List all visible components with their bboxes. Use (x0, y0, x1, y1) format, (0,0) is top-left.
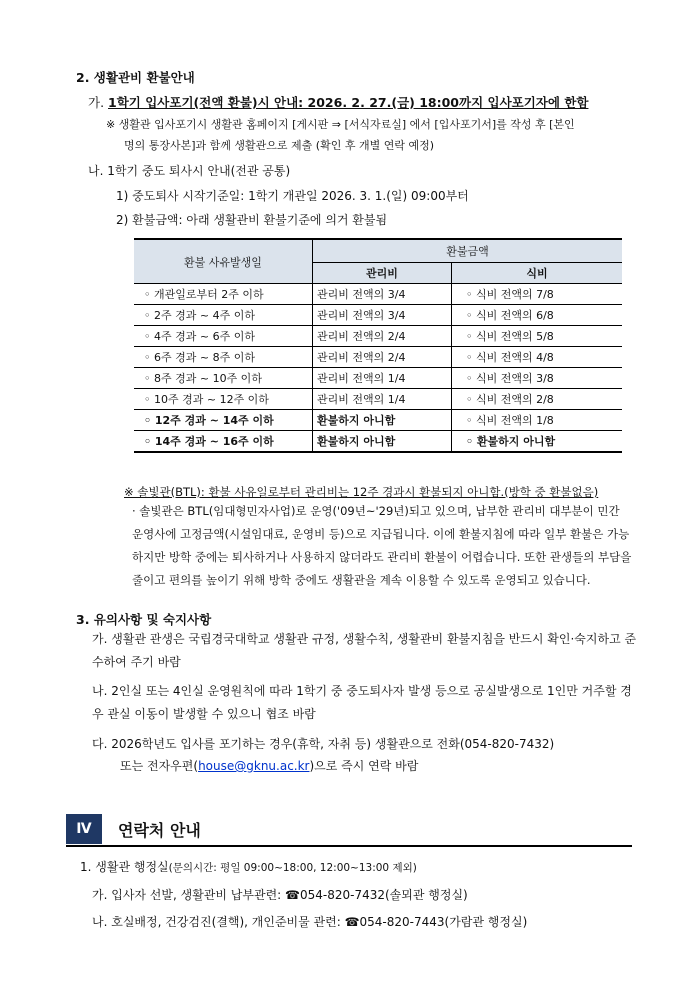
contact-item-1-main: 1. 생활관 행정실 (80, 860, 169, 874)
cell-meal: ◦ 식비 전액의 7/8 (452, 284, 623, 305)
table-row (134, 389, 622, 410)
item-na-2: 2) 환불금액: 아래 생활관비 환불기준에 의거 환불됨 (116, 213, 388, 227)
cell-period: ◦ 개관일로부터 2주 이하 (134, 284, 313, 305)
cell-meal: ◦ 식비 전액의 6/8 (452, 305, 623, 326)
section-divider (66, 845, 632, 847)
section-2-heading: 2. 생활관비 환불안내 (76, 70, 195, 85)
refund-table (134, 238, 622, 453)
item-ga (88, 93, 588, 111)
cell-meal: ◦ 식비 전액의 5/8 (452, 326, 623, 347)
contact-na: 나. 호실배정, 건강검진(결핵), 개인준비물 관련: ☎054-820-7443(가람관 행정실) (92, 915, 528, 929)
s3-item-da-line1: 다. 2026학년도 입사를 포기하는 경우(휴학, 자취 등) 생활관으로 전화(054-820-7432) (92, 737, 555, 751)
section-3-heading: 3. 유의사항 및 숙지사항 (76, 612, 212, 627)
table-row (134, 410, 622, 431)
contact-item-1-sub: (문의시간: 평일 09:00~18:00, 12:00~13:00 제외) (168, 862, 417, 874)
col-header-amount: 환불금액 (313, 239, 623, 263)
table-row (134, 368, 622, 389)
item-na: 나. 1학기 중도 퇴사시 안내(전관 공통) (88, 164, 291, 178)
s3-item-ga: 가. 생활관 관생은 국립경국대학교 생활관 규정, 생활수칙, 생활관비 환불지침을 반드시 확인·숙지하고 준수하여 주기 바람 (92, 632, 637, 669)
cell-mgmt: 관리비 전액의 2/4 (313, 326, 452, 347)
cell-period: ◦ 14주 경과 ~ 16주 이하 (134, 431, 313, 453)
s3-da-pre: 또는 전자우편( (120, 759, 199, 773)
cell-mgmt: 관리비 전액의 3/4 (313, 305, 452, 326)
item-na-1: 1) 중도퇴사 시작기준일: 1학기 개관일 2026. 3. 1.(일) 09:00부터 (116, 189, 469, 203)
table-row (134, 431, 622, 453)
cell-mgmt: 관리비 전액의 1/4 (313, 368, 452, 389)
btl-paragraph: · 솔빛관은 BTL(임대형민자사업)로 운영('09년~'29년)되고 있으며, 납부한 관리비 대부분이 민간 운영사에 고정금액(시설임대료, 운영비 등)으로 지급됩니다. 이에 환불지침에 따라 일부 환불은 가능하지만 방학 중에는 퇴사하거나 사용하지 않더라도 관리비 환불이 어렵습니다. 또한 관생들의 부담을 줄이고 편의를 높이기 위해 방학 중에도 생활관을 계속 이용할 수 있도록 운영되고 있습니다. (132, 504, 632, 587)
cell-meal: ◦ 식비 전액의 1/8 (452, 410, 623, 431)
email-link[interactable]: house@gknu.ac.kr (198, 759, 310, 773)
section-4-badge: Ⅳ (66, 814, 102, 844)
cell-period: ◦ 2주 경과 ~ 4주 이하 (134, 305, 313, 326)
cell-meal: ◦ 식비 전액의 3/8 (452, 368, 623, 389)
section-4-title: 연락처 안내 (118, 821, 201, 840)
cell-mgmt: 관리비 전액의 2/4 (313, 347, 452, 368)
cell-period: ◦ 4주 경과 ~ 6주 이하 (134, 326, 313, 347)
s3-item-na: 나. 2인실 또는 4인실 운영원칙에 따라 1학기 중 중도퇴사자 발생 등으로 공실발생으로 1인만 거주할 경우 관실 이동이 발생할 수 있으니 협조 바람 (92, 684, 632, 721)
cell-meal: ◦ 식비 전액의 4/8 (452, 347, 623, 368)
contact-ga: 가. 입사자 선발, 생활관비 납부관련: ☎054-820-7432(솔뫼관 행정실) (92, 888, 468, 902)
col-header-period: 환불 사유발생일 (134, 239, 313, 284)
contact-item-1 (80, 858, 417, 875)
table-row (134, 347, 622, 368)
cell-mgmt: 환불하지 아니함 (313, 410, 452, 431)
ga-note-line2: 명의 통장사본]과 함께 생활관으로 제출 (확인 후 개별 연락 예정) (124, 139, 434, 152)
cell-period: ◦ 8주 경과 ~ 10주 이하 (134, 368, 313, 389)
s3-da-post: )으로 즉시 연락 바람 (309, 759, 419, 773)
table-row (134, 284, 622, 305)
btl-note: ※ 솔빛관(BTL): 환불 사유일로부터 관리비는 12주 경과시 환불되지 아니함.(방학 중 환불없음) (124, 485, 599, 499)
cell-meal: ◦ 환불하지 아니함 (452, 431, 623, 453)
item-ga-prefix: 가. (88, 95, 109, 110)
table-row (134, 305, 622, 326)
cell-mgmt: 관리비 전액의 3/4 (313, 284, 452, 305)
item-ga-text: 1학기 입사포기(전액 환불)시 안내: 2026. 2. 27.(금) 18:00까지 입사포기자에 한함 (108, 95, 589, 110)
col-header-meal: 식비 (452, 263, 623, 284)
cell-meal: ◦ 식비 전액의 2/8 (452, 389, 623, 410)
cell-period: ◦ 6주 경과 ~ 8주 이하 (134, 347, 313, 368)
table-row (134, 326, 622, 347)
cell-period: ◦ 10주 경과 ~ 12주 이하 (134, 389, 313, 410)
cell-mgmt: 환불하지 아니함 (313, 431, 452, 453)
cell-period: ◦ 12주 경과 ~ 14주 이하 (134, 410, 313, 431)
s3-item-da-line2 (120, 757, 418, 774)
cell-mgmt: 관리비 전액의 1/4 (313, 389, 452, 410)
col-header-mgmt: 관리비 (313, 263, 452, 284)
ga-note-line1: ※ 생활관 입사포기시 생활관 홈페이지 [게시판 ⇒ [서식자료실] 에서 [입사포기서]를 작성 후 [본인 (106, 118, 575, 131)
